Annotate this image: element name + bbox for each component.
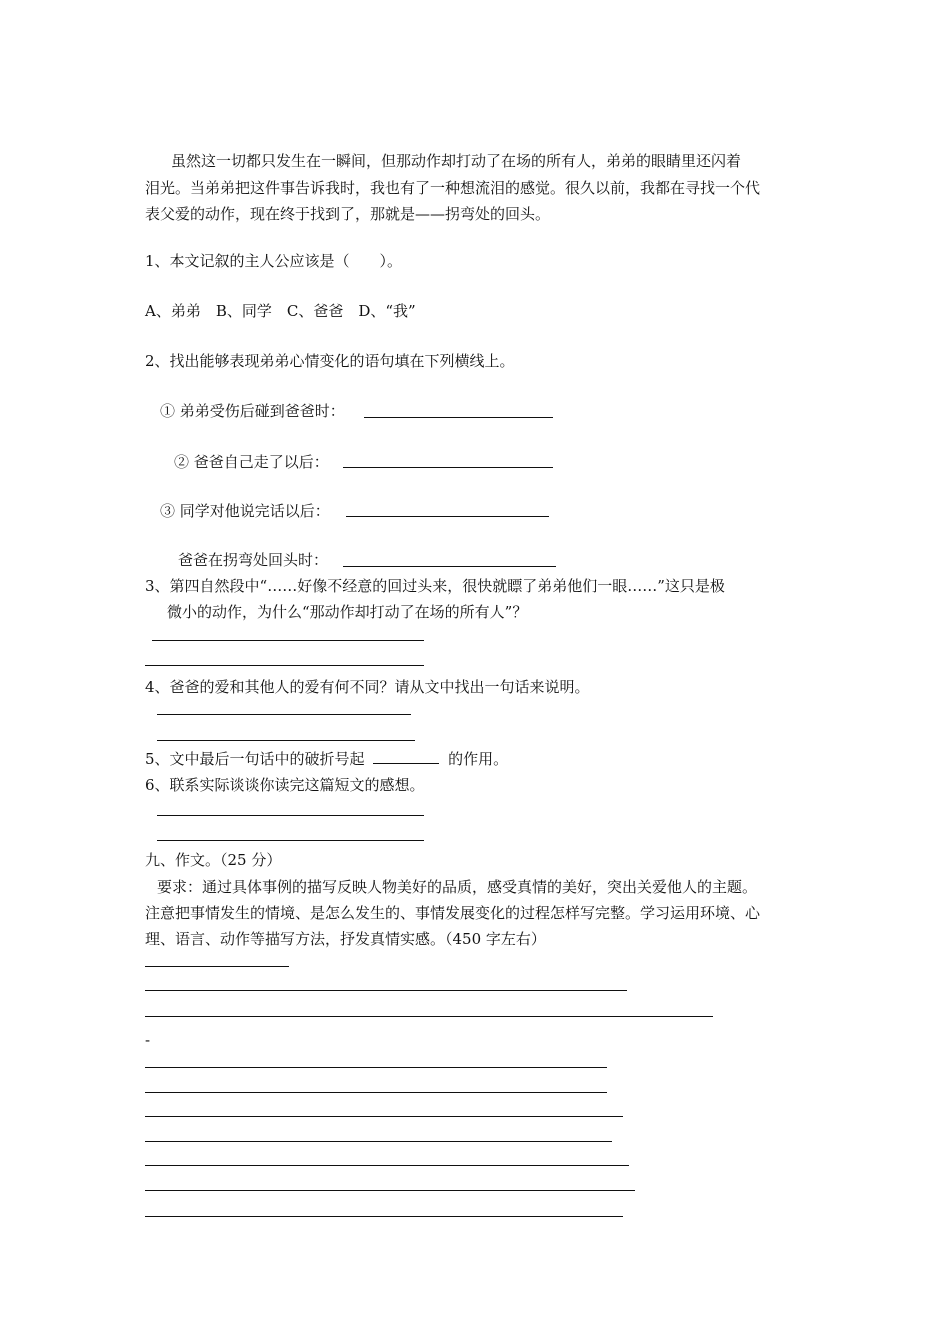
question-5-before: 5、文中最后一句话中的破折号起 — [145, 750, 365, 768]
question-3-line-1: 3、第四自然段中“……好像不经意的回过头来，很快就瞟了弟弟他们一眼……”这只是极 — [145, 577, 725, 595]
essay-line-2[interactable] — [145, 990, 627, 991]
question-1: 1、本文记叙的主人公应该是（ ）。 — [145, 252, 403, 270]
question-5-after: 的作用。 — [448, 750, 509, 768]
answer-line-3-1[interactable] — [152, 640, 424, 641]
question-4: 4、爸爸的爱和其他人的爱有何不同？请从文中找出一句话来说明。 — [145, 678, 590, 696]
essay-line-9[interactable] — [145, 1190, 635, 1191]
question-2-item-3: ③ 同学对他说完话以后： — [160, 502, 330, 520]
passage-line-1: 虽然这一切都只发生在一瞬间，但那动作却打动了在场的所有人，弟弟的眼睛里还闪着 — [171, 152, 742, 170]
question-2-item-4: 爸爸在拐弯处回头时： — [178, 551, 329, 569]
question-2-item-1: ① 弟弟受伤后碰到爸爸时： — [160, 402, 345, 420]
question-1-options: A、弟弟 B、同学 C、爸爸 D、“我” — [145, 302, 416, 320]
passage-line-2: 泪光。当弟弟把这件事告诉我时，我也有了一种想流泪的感觉。很久以前，我都在寻找一个代 — [145, 179, 761, 197]
question-2-item-2: ② 爸爸自己走了以后： — [174, 453, 329, 471]
essay-requirement-line-2: 注意把事情发生的情境、是怎么发生的、事情发展变化的过程怎样写完整。学习运用环境、心 — [145, 904, 761, 922]
answer-line-2-1[interactable] — [364, 417, 553, 418]
essay-title: 九、作文。（25 分） — [145, 851, 282, 869]
question-2: 2、找出能够表现弟弟心情变化的语句填在下列横线上。 — [145, 352, 515, 370]
question-6: 6、联系实际谈谈你读完这篇短文的感想。 — [145, 776, 425, 794]
essay-line-4[interactable] — [145, 1067, 607, 1068]
answer-line-3-2[interactable] — [145, 665, 424, 666]
essay-line-10[interactable] — [145, 1216, 623, 1217]
essay-line-3[interactable] — [145, 1016, 713, 1017]
essay-stray-dash: - — [145, 1031, 151, 1049]
answer-line-4-2[interactable] — [157, 740, 415, 741]
essay-requirement-line-3: 理、语言、动作等描写方法，抒发真情实感。（450 字左右） — [145, 930, 546, 948]
essay-requirement-line-1: 要求：通过具体事例的描写反映人物美好的品质，感受真情的美好，突出关爱他人的主题。 — [157, 878, 758, 896]
answer-line-2-2[interactable] — [343, 467, 553, 468]
answer-line-6-1[interactable] — [157, 815, 424, 816]
answer-blank-5[interactable] — [373, 749, 439, 764]
passage-line-3: 表父爱的动作，现在终于找到了，那就是——拐弯处的回头。 — [145, 205, 551, 223]
answer-line-6-2[interactable] — [157, 840, 424, 841]
answer-line-4-1[interactable] — [157, 714, 411, 715]
answer-line-2-3[interactable] — [346, 516, 549, 517]
question-5 — [145, 749, 508, 769]
answer-line-2-4[interactable] — [343, 566, 556, 567]
essay-line-8[interactable] — [145, 1165, 629, 1166]
question-3-line-2: 微小的动作，为什么“那动作却打动了在场的所有人”？ — [167, 603, 528, 621]
essay-line-6[interactable] — [145, 1116, 623, 1117]
essay-line-1[interactable] — [145, 966, 289, 967]
essay-line-5[interactable] — [145, 1092, 607, 1093]
essay-line-7[interactable] — [145, 1141, 612, 1142]
